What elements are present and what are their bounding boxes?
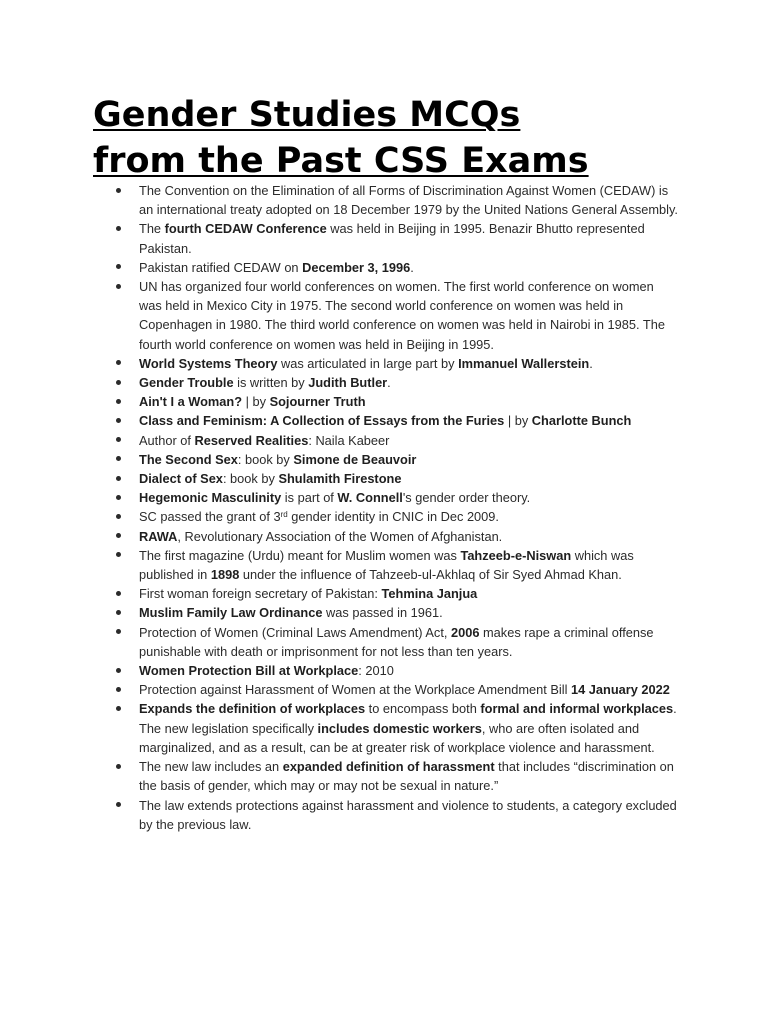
page-title-line-2: from the Past CSS Exams	[93, 141, 589, 181]
item-text: Protection against Harassment of Women at the Workplace Amendment Bill	[139, 682, 571, 698]
item-text: .	[387, 375, 391, 391]
bold-text: Reserved Realities	[194, 432, 309, 448]
item-text: UN has organized four world conferences on women. The first world conference on women was held in Mexico City in 1975. The second world conference on women was held in Copenhagen in 1980. The third world conference on women was held in Nairobi in 1985. The fourth world conference on women was held in Beijing in 1995.	[139, 279, 665, 352]
item-text: First woman foreign secretary of Pakistan:	[139, 586, 382, 602]
list-item	[139, 680, 679, 699]
item-text: was held in Beijing in 1995. Benazir Bhutto represented Pakistan.	[139, 221, 645, 256]
list-item	[139, 431, 679, 450]
list-item	[139, 354, 679, 373]
item-text: , Revolutionary Association of the Women of Afghanistan.	[177, 528, 503, 544]
bold-text: Immanuel Wallerstein	[458, 355, 590, 371]
list-item	[139, 546, 679, 584]
item-text: The Convention on the Elimination of all Forms of Discrimination Against Women (CEDAW) is an international treaty adopted on 18 December 1979 by the United Nations General Assembly.	[139, 183, 678, 218]
bold-text: Dialect of Sex	[139, 471, 223, 487]
item-text: was passed in 1961.	[322, 605, 443, 621]
list-item	[139, 796, 679, 834]
item-text: SC passed the grant of 3	[139, 509, 281, 525]
bold-text: Sojourner Truth	[269, 394, 366, 410]
bold-text: Shulamith Firestone	[278, 471, 402, 487]
item-text: .	[410, 259, 414, 275]
bold-text: includes domestic workers	[317, 720, 482, 736]
bold-text: 14 January 2022	[570, 682, 670, 698]
list-item	[139, 527, 679, 546]
bold-text: expanded definition of harassment	[282, 759, 495, 775]
list-item	[139, 757, 679, 795]
bold-text: Expands the definition of workplaces	[139, 701, 366, 717]
list-item	[139, 181, 679, 219]
bold-text: Simone de Beauvoir	[293, 451, 417, 467]
bold-text: December 3, 1996	[302, 259, 411, 275]
item-text: : book by	[222, 471, 279, 487]
bold-text: Judith Butler	[308, 375, 388, 391]
bold-text: 1898	[210, 567, 240, 583]
item-text: The new law includes an	[139, 759, 283, 775]
bold-text: Class and Feminism: A Collection of Essays from the Furies	[139, 413, 505, 429]
bold-text: World Systems Theory	[139, 355, 278, 371]
page-title	[93, 92, 713, 184]
list-item	[139, 469, 679, 488]
bold-text: The Second Sex	[139, 451, 238, 467]
item-text: , who are often isolated and marginalized, and as a result, can be at greater risk of workplace violence and harassment.	[139, 720, 655, 755]
list-item	[139, 219, 679, 257]
list-item	[139, 603, 679, 622]
item-text: | by	[504, 413, 532, 429]
list-item	[139, 450, 679, 469]
item-text: that includes “discrimination on the basis of gender, which may or may not be sexual in nature.”	[139, 759, 674, 794]
item-text: : 2010	[358, 663, 394, 679]
bold-text: fourth CEDAW Conference	[164, 221, 327, 237]
bold-text: Women Protection Bill at Workplace	[139, 663, 359, 679]
bold-text: Ain't I a Woman?	[139, 394, 243, 410]
item-text: which was published in	[139, 547, 634, 583]
bold-text: Charlotte Bunch	[531, 413, 632, 429]
item-text: : book by	[237, 451, 294, 467]
item-text: . The new legislation specifically	[139, 701, 677, 736]
item-text: The	[139, 221, 165, 237]
item-text: was articulated in large part by	[277, 355, 459, 371]
list-item	[139, 623, 679, 661]
list-item	[139, 392, 679, 411]
item-text: is written by	[233, 375, 309, 391]
list-item	[139, 661, 679, 680]
mcq-bullet-list	[139, 181, 679, 834]
bold-text: Hegemonic Masculinity	[139, 490, 282, 506]
bold-text: 2006	[451, 624, 480, 640]
list-item	[139, 584, 679, 603]
bold-text: Tehmina Janjua	[381, 586, 478, 602]
item-text: under the influence of Tahzeeb-ul-Akhlaq of Sir Syed Ahmad Khan.	[239, 567, 622, 583]
item-text: Pakistan ratified CEDAW on	[139, 259, 303, 275]
list-item	[139, 507, 679, 526]
bold-text: W. Connell	[337, 490, 403, 506]
bold-text: Muslim Family Law Ordinance	[139, 605, 323, 621]
bold-text: Tahzeeb-e-Niswan	[460, 547, 572, 563]
list-item	[139, 488, 679, 507]
item-text: makes rape a criminal offense punishable with death or imprisonment for not less than ten years.	[139, 624, 654, 659]
bold-text: RAWA	[139, 528, 178, 544]
list-item	[139, 411, 679, 430]
item-text: to encompass both	[365, 701, 481, 717]
item-text: : Naila Kabeer	[308, 432, 390, 448]
item-text: The law extends protections against harassment and violence to students, a category excluded by the previous law.	[139, 797, 677, 832]
superscript-text: rd	[280, 510, 288, 520]
item-text: is part of	[281, 490, 338, 506]
page-title-line-1: Gender Studies MCQs	[93, 95, 521, 135]
list-item	[139, 373, 679, 392]
list-item	[139, 277, 679, 354]
list-item	[139, 699, 679, 757]
bold-text: formal and informal workplaces	[480, 701, 674, 717]
item-text: The first magazine (Urdu) meant for Muslim women was	[139, 547, 461, 563]
item-text: .	[589, 355, 593, 371]
item-text: 's gender order theory.	[402, 490, 531, 506]
bold-text: Gender Trouble	[139, 375, 234, 391]
item-text: gender identity in CNIC in Dec 2009.	[287, 509, 499, 525]
item-text: | by	[242, 394, 270, 410]
item-text: Protection of Women (Criminal Laws Amendment) Act,	[139, 624, 451, 640]
item-text: Author of	[139, 432, 195, 448]
list-item	[139, 258, 679, 277]
